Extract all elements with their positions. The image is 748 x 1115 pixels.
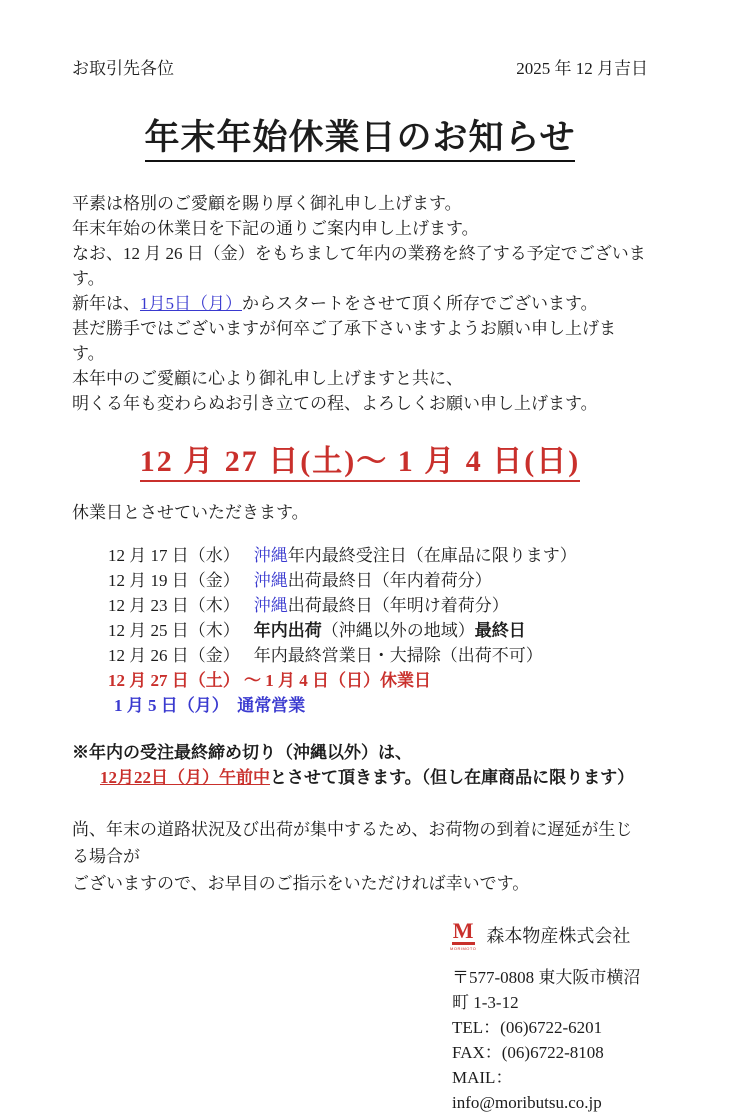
intro-line: 平素は格別のご愛顧を賜り厚く御礼申し上げます。 — [72, 194, 462, 213]
intro-line: なお、12 月 26 日（金）をもちまして年内の業務を終了する予定でございます。 — [72, 244, 646, 288]
order-deadline-date: 12月22日（月）午前中 — [100, 768, 270, 787]
closure-period-heading: 12 月 27 日(土)～ 1 月 4 日(日) — [72, 440, 648, 484]
company-logo-icon: M MORIMOTO — [450, 918, 477, 951]
deadline-note — [72, 740, 648, 790]
intro-paragraph — [72, 191, 648, 416]
okinawa-highlight: 沖縄 — [253, 596, 288, 615]
delay-note — [72, 816, 648, 897]
schedule-row-holiday: 12 月 27 日（土） ～ 1 月 4 日（日）休業日 — [108, 671, 431, 690]
company-name: 森本物産株式会社 — [486, 925, 631, 946]
company-info — [450, 918, 648, 1115]
new-year-start-date: 1月5日（月） — [140, 294, 242, 313]
delay-note-line: ございますので、お早目のご指示をいただければ幸いです。 — [72, 874, 530, 893]
closure-note: 休業日とさせていただきます。 — [72, 503, 309, 522]
company-row — [450, 918, 648, 951]
intro-line: 甚だ勝手ではございますが何卒ご了承下さいますようお願い申し上げます。 — [72, 319, 616, 363]
deadline-note-line: 12月22日（月）午前中とさせて頂きます。（但し在庫商品に限ります） — [100, 768, 635, 787]
deadline-note-line: ※年内の受注最終締め切り（沖縄以外）は、 — [72, 743, 412, 762]
okinawa-highlight: 沖縄 — [253, 571, 288, 590]
document-header — [72, 56, 648, 81]
mail-line: MAIL：info@moributsu.co.jp — [452, 1068, 602, 1112]
intro-line: 新年は、1月5日（月）からスタートをさせて頂く所存でございます。 — [72, 294, 598, 313]
schedule-row-reopen: 1 月 5 日（月） 通常営業 — [114, 696, 306, 715]
schedule-row: 12 月 19 日（金） 沖縄出荷最終日（年内着荷分） — [108, 571, 492, 590]
intro-line: 年末年始の休業日を下記の通りご案内申し上げます。 — [72, 219, 479, 238]
schedule-row: 12 月 17 日（水） 沖縄年内最終受注日（在庫品に限ります） — [108, 546, 577, 565]
fax-line: FAX：(06)6722-8108 — [452, 1043, 604, 1062]
okinawa-highlight: 沖縄 — [253, 546, 288, 565]
schedule-list — [72, 543, 648, 718]
postal-address: 〒577-0808 東大阪市横沼町 1-3-12 — [452, 968, 641, 1012]
schedule-row: 12 月 25 日（木） 年内出荷（沖縄以外の地域）最終日 — [108, 621, 526, 640]
recipient-label: お取引先各位 — [72, 59, 174, 78]
intro-line: 本年中のご愛顧に心より御礼申し上げますと共に、 — [72, 369, 463, 388]
page-title: 年末年始休業日のお知らせ — [72, 113, 648, 163]
intro-line: 明くる年も変わらぬお引き立ての程、よろしくお願い申し上げます。 — [72, 394, 598, 413]
tel-line: TEL：(06)6722-6201 — [452, 1018, 603, 1037]
delay-note-line: 尚、年末の道路状況及び出荷が集中するため、お荷物の到着に遅延が生じる場合が — [72, 820, 633, 866]
contact-block — [450, 965, 648, 1115]
document-date: 2025 年 12 月吉日 — [516, 59, 648, 78]
schedule-row: 12 月 26 日（金） 年内最終営業日・大掃除（出荷不可） — [108, 646, 543, 665]
schedule-row: 12 月 23 日（木） 沖縄出荷最終日（年明け着荷分） — [108, 596, 509, 615]
